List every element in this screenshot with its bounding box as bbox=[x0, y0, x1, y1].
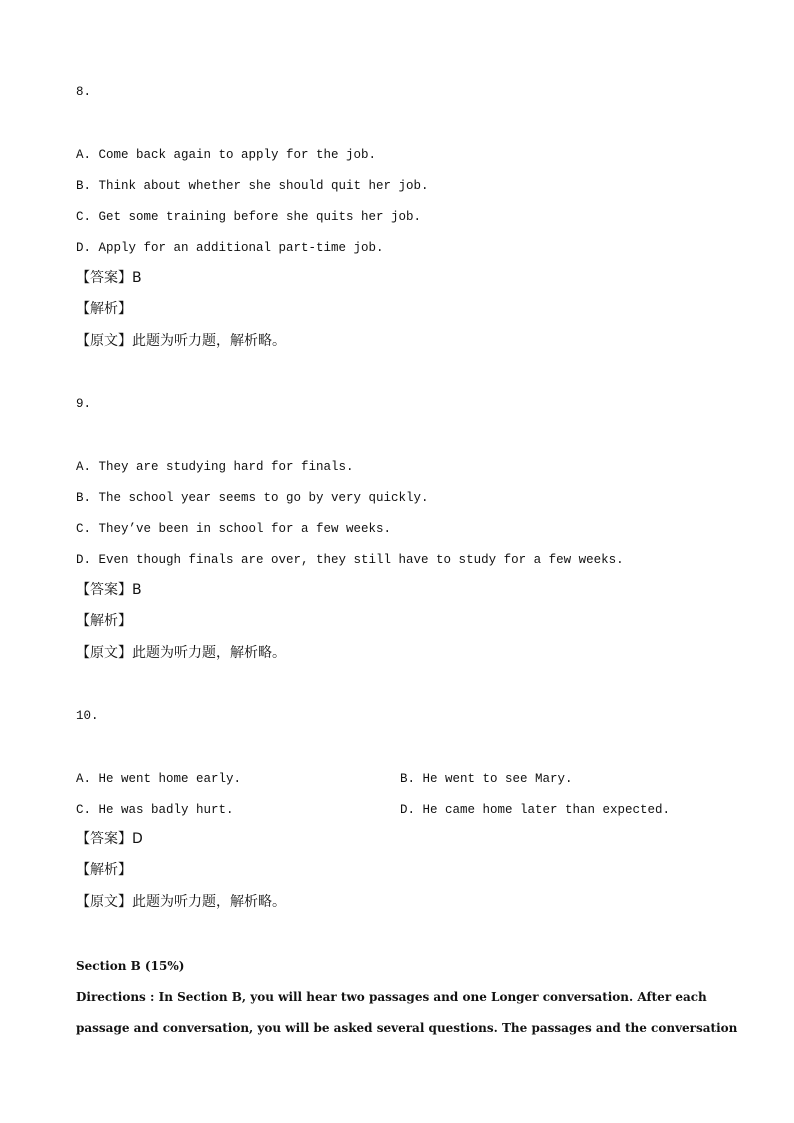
answer-label: 【答案】D bbox=[76, 831, 143, 847]
option-c: C. He was badly hurt. bbox=[76, 803, 234, 817]
question-number: 8. bbox=[76, 85, 92, 99]
option-a: A. He went home early. bbox=[76, 772, 242, 786]
option-c: C. Get some training before she quits her job. bbox=[76, 210, 422, 224]
option-a: A. Come back again to apply for the job. bbox=[76, 148, 377, 162]
analysis-label: 【解析】 bbox=[76, 301, 132, 317]
option-b: B. He went to see Mary. bbox=[400, 772, 573, 786]
section-title: Section B (15%) bbox=[76, 959, 185, 973]
original-text-note: 【原文】此题为听力题，解析略。 bbox=[76, 645, 286, 661]
answer-label: 【答案】B bbox=[76, 582, 142, 598]
option-d: D. Even though finals are over, they still have to study for a few weeks. bbox=[76, 553, 624, 567]
analysis-label: 【解析】 bbox=[76, 862, 132, 878]
directions-line-1: Directions : In Section B, you will hear two passages and one Longer conversation. After each bbox=[76, 990, 707, 1004]
original-text-note: 【原文】此题为听力题，解析略。 bbox=[76, 894, 286, 910]
option-b: B. Think about whether she should quit her job. bbox=[76, 179, 429, 193]
analysis-label: 【解析】 bbox=[76, 613, 132, 629]
option-d: D. Apply for an additional part-time job. bbox=[76, 241, 384, 255]
directions-line-2: passage and conversation, you will be asked several questions. The passages and the conversation bbox=[76, 1021, 738, 1035]
option-a: A. They are studying hard for finals. bbox=[76, 460, 354, 474]
question-number: 10. bbox=[76, 709, 99, 723]
question-number: 9. bbox=[76, 397, 92, 411]
answer-label: 【答案】B bbox=[76, 270, 142, 286]
original-text-note: 【原文】此题为听力题，解析略。 bbox=[76, 333, 286, 349]
option-b: B. The school year seems to go by very quickly. bbox=[76, 491, 429, 505]
option-c: C. They’ve been in school for a few weeks. bbox=[76, 522, 392, 536]
option-d: D. He came home later than expected. bbox=[400, 803, 671, 817]
